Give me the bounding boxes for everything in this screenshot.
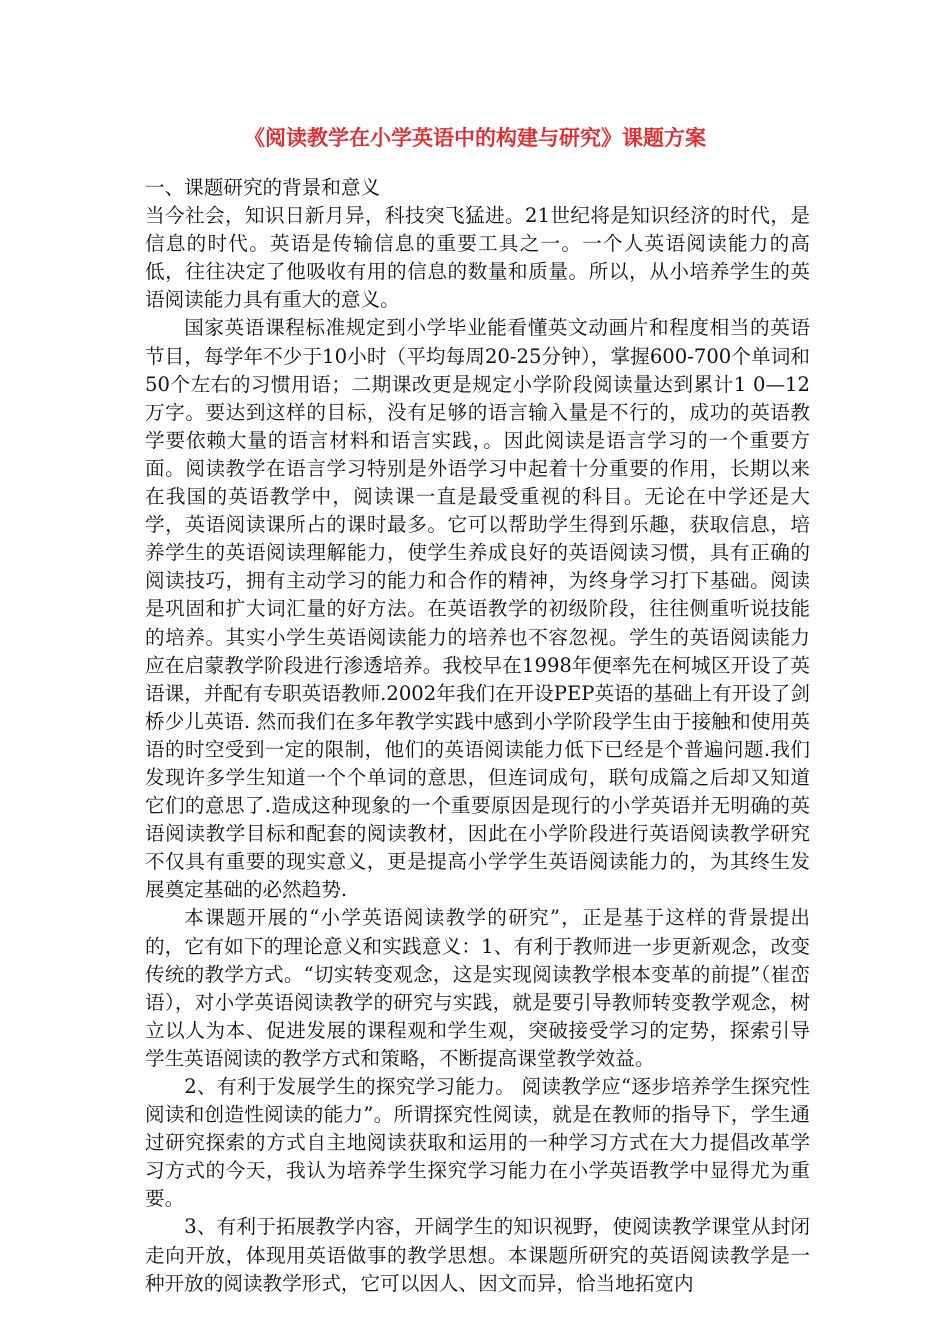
- document-body: [145, 174, 810, 1298]
- paragraph-background: 当今社会，知识日新月异，科技突飞猛进。21世纪将是知识经济的时代，是信息的时代。英语是传输信息的重要工具之一。一个人英语阅读能力的高低，往往决定了他吸收有用的信息的数量和质量。所以，从小培养学生的英语阅读能力具有重大的意义。: [145, 204, 810, 312]
- section-heading: 一、课题研究的背景和意义: [145, 176, 381, 199]
- document-title: 《阅读教学在小学英语中的构建与研究》课题方案: [244, 125, 706, 150]
- paragraph-significance: 本课题开展的“小学英语阅读教学的研究”，正是基于这样的背景提出的，它有如下的理论意义和实践意义：1、有利于教师进一步更新观念，改变传统的教学方式。“切实转变观念，这是实现阅读教学根本变革的前提”（崔峦语），对小学英语阅读教学的研究与实践，就是要引导教师转变教学观念，树立以人为本、促进发展的课程观和学生观，突破接受学习的定势，探索引导学生英语阅读的教学方式和策略，不断提高课堂教学效益。: [145, 906, 810, 1070]
- paragraph-point-2: 2、有利于发展学生的探究学习能力。 阅读教学应“逐步培养学生探究性阅读和创造性阅读的能力”。所谓探究性阅读，就是在教师的指导下，学生通过研究探索的方式自主地阅读获取和运用的一种学习方式在大力提倡改革学习方式的今天，我认为培养学生探究学习能力在小学英语教学中显得尤为重要。: [145, 1075, 810, 1211]
- paragraph-point-3: 3、有利于拓展教学内容，开阔学生的知识视野，使阅读教学课堂从封闭走向开放，体现用英语做事的教学思想。本课题所研究的英语阅读教学是一种开放的阅读教学形式，它可以因人、因文而异，恰当地拓宽内: [145, 1215, 810, 1295]
- paragraph-curriculum-standard: 国家英语课程标准规定到小学毕业能看懂英文动画片和程度相当的英语节目，每学年不少于10小时（平均每周20-25分钟），掌握600-700个单词和50个左右的习惯用语；二期课改更是规定小学阶段阅读量达到累计1 0—12万字。要达到这样的目标，没有足够的语言输入量是不行的，成功的英语教学要依赖大量的语言材料和语言实践，。因此阅读是语言学习的一个重要方面。阅读教学在语言学习特别是外语学习中起着十分重要的作用，长期以来在我国的英语教学中，阅读课一直是最受重视的科目。无论在中学还是大学，英语阅读课所占的课时最多。它可以帮助学生得到乐趣，获取信息，培养学生的英语阅读理解能力，使学生养成良好的英语阅读习惯，具有正确的阅读技巧，拥有主动学习的能力和合作的精神，为终身学习打下基础。阅读是巩固和扩大词汇量的好方法。在英语教学的初级阶段，往往侧重听说技能的培养。其实小学生英语阅读能力的培养也不容忽视。学生的英语阅读能力应在启蒙教学阶段进行渗透培养。我校早在1998年便率先在柯城区开设了英语课，并配有专职英语教师.2002年我们在开设PEP英语的基础上有开设了剑桥少儿英语. 然而我们在多年教学实践中感到小学阶段学生由于接触和使用英语的时空受到一定的限制，他们的英语阅读能力低下已经是个普遍问题.我们发现许多学生知道一个个单词的意思，但连词成句，联句成篇之后却又知道它们的意思了.造成这种现象的一个重要原因是现行的小学英语并无明确的英语阅读教学目标和配套的阅读教材，因此在小学阶段进行英语阅读教学研究不仅具有重要的现实意义，更是提高小学学生英语阅读能力的，为其终生发展奠定基础的必然趋势.: [145, 316, 810, 902]
